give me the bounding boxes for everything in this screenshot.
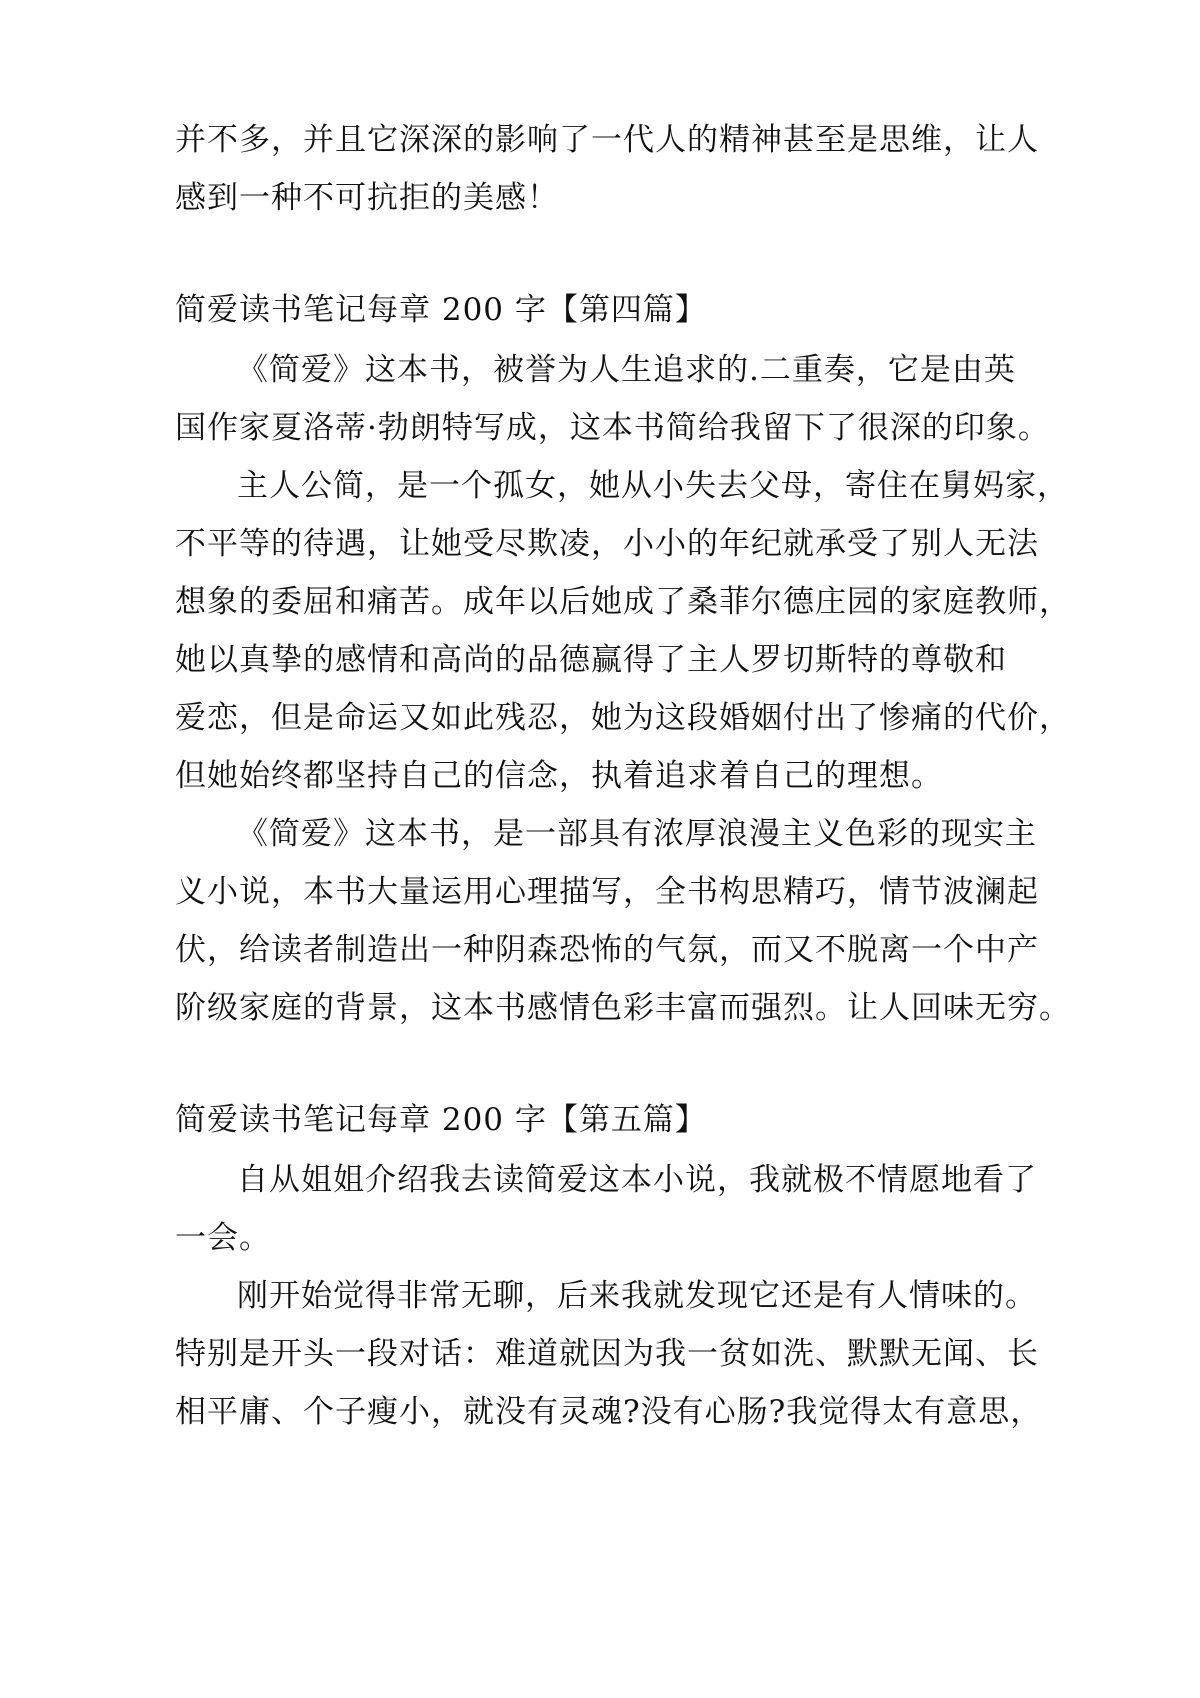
- paragraph-line: 阶级家庭的背景，这本书感情色彩丰富而强烈。让人回味无穷。: [175, 990, 1071, 1026]
- paragraph-line: 伏，给读者制造出一种阴森恐怖的气氛，而又不脱离一个中产: [175, 932, 1039, 968]
- paragraph-line: 不平等的待遇，让她受尽欺凌，小小的年纪就承受了别人无法: [175, 526, 1039, 562]
- paragraph-line: 自从姐姐介绍我去读简爱这本小说，我就极不情愿地看了: [237, 1162, 1037, 1198]
- paragraph-line: 但她始终都坚持自己的信念，执着追求着自己的理想。: [175, 758, 943, 794]
- paragraph-line: 国作家夏洛蒂·勃朗特写成，这本书简给我留下了很深的印象。: [175, 410, 1050, 446]
- text-line: 感到一种不可抗拒的美感！: [175, 180, 559, 216]
- paragraph-line: 特别是开头一段对话：难道就因为我一贫如洗、默默无闻、长: [175, 1336, 1039, 1372]
- paragraph-line: 相平庸、个子瘦小，就没有灵魂?没有心肠?我觉得太有意思，: [175, 1394, 1043, 1430]
- paragraph-line: 《简爱》这本书，被誉为人生追求的.二重奏，它是由英: [237, 352, 1016, 388]
- section-heading: 简爱读书笔记每章 200 字【第五篇】: [175, 1102, 707, 1138]
- paragraph-line: 《简爱》这本书，是一部具有浓厚浪漫主义色彩的现实主: [237, 816, 1037, 852]
- text-line: 并不多，并且它深深的影响了一代人的精神甚至是思维，让人: [175, 122, 1039, 158]
- paragraph-line: 一会。: [175, 1220, 271, 1256]
- paragraph-line: 义小说，本书大量运用心理描写，全书构思精巧，情节波澜起: [175, 874, 1039, 910]
- paragraph-line: 刚开始觉得非常无聊，后来我就发现它还是有人情味的。: [237, 1278, 1037, 1314]
- paragraph-line: 想象的委屈和痛苦。成年以后她成了桑菲尔德庄园的家庭教师，: [175, 584, 1071, 620]
- paragraph-line: 爱恋，但是命运又如此残忍，她为这段婚姻付出了惨痛的代价，: [175, 700, 1071, 736]
- section-heading: 简爱读书笔记每章 200 字【第四篇】: [175, 292, 707, 328]
- paragraph-line: 她以真挚的感情和高尚的品德赢得了主人罗切斯特的尊敬和: [175, 642, 1007, 678]
- paragraph-line: 主人公简，是一个孤女，她从小失去父母，寄住在舅妈家，: [237, 468, 1069, 504]
